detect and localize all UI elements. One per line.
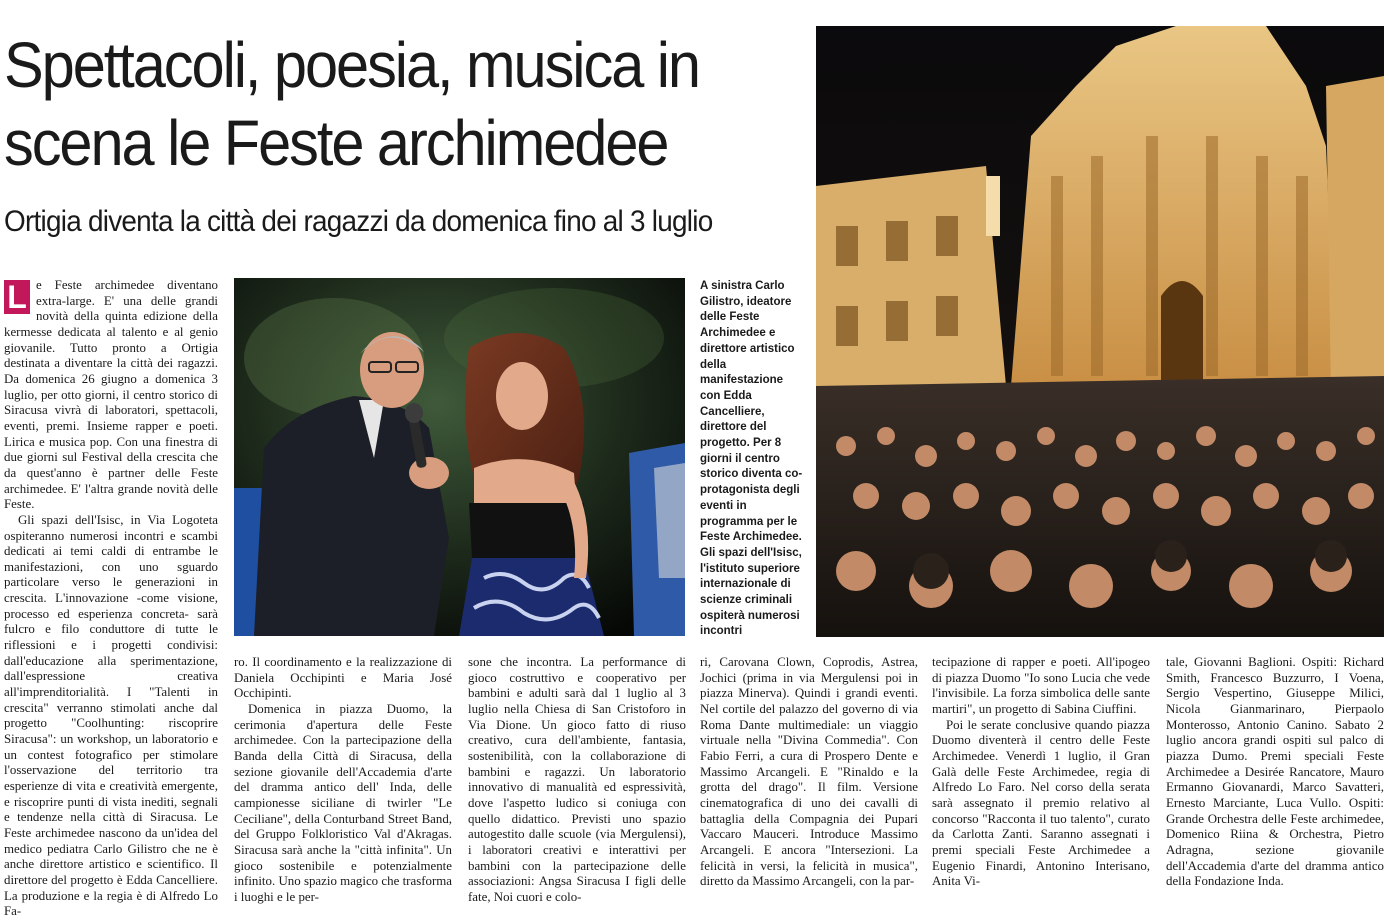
article-paragraph: Gli spazi dell'Isisc, in Via Logoteta ospiteranno numerosi incontri e scambi dedicati ai temi caldi di entrambe le manifestazioni, con uno sguardo particolare verso le generazioni in crescita. L'innovazione -come visione, processo ed esperienza concreta- sarà fulcro e filo conduttore di tutte le riflessioni e i progetti condivisi: dall'educazione alla sperimentazione, dall'espressione creativa all'imprenditorialità. I "Talenti in crescita" verranno stimolati anche dal progetto "Coolhunting: riscoprire Siracusa": un workshop, un laboratorio e un contest fotografico per stimolare l'osservazione del territorio tra esperienze di vita e creatività emergente, e riscoprire punti di vista inediti, segnali e tendenze nella città di Siracusa. Le Feste archimedee nascono da un'idea del medico pediatra Carlo Gilistro che ne è anche direttore artistico e scientifico. Il direttore del progetto è Edda Cancelliere. La produzione e la regia è di Alfredo Lo Fa-: [4, 512, 218, 919]
article-paragraph: tecipazione di rapper e poeti. All'ipogeo di piazza Duomo "Io sono Lucia che vede l'invisibile. La forza simbolica delle sante martiri", un progetto di Sabina Ciuffini.: [932, 655, 1150, 716]
article-column-1: [4, 278, 218, 920]
subheadline: Ortigia diventa la città dei ragazzi da domenica fino al 3 luglio: [4, 205, 713, 238]
article-paragraph: L e Feste archimedee diventano extra-large. E' una delle grandi novità della quinta edizione della kermesse dedicata al talento e al genio giovanile. Tutto pronto a Ortigia destinata a diventare la città dei ragazzi. Da domenica 26 giugno a domenica 3 luglio, per otto giorni, il centro storico di Siracusa vivrà di laboratori, spettacoli, eventi, premi. Insieme rapper e poeti. Lirica e musica pop. Con una finestra di due giorni sul Festival della crescita che da quest'anno è partner delle Feste archimedee. E' l'altra grande novità delle Feste.: [4, 278, 218, 512]
article-paragraph: Domenica in piazza Duomo, la cerimonia d'apertura delle Feste archimedee. Con la partecipazione della Banda della Città di Siracusa, della sezione giovanile dell'Accademia d'arte del dramma antico dell' Inda, delle campionesse siciliane di twirler "Le Ceciliane", della Conturband Street Band, del Gruppo Folkloristico Val d'Akragas. Siracusa sarà anche la "città infinita". Un gioco sostenibile e potenzialmente infinito. Uno spazio magico che trasforma i luoghi e le per-: [234, 701, 452, 904]
article-column-6: [1166, 655, 1384, 890]
photo-gilistro-cancelliere: [234, 278, 685, 636]
article-column-5: [932, 655, 1150, 890]
photo-caption: A sinistra Carlo Gilistro, ideatore delle Feste Archimedee e direttore artistico della manifestazione con Edda Cancelliere, direttore del progetto. Per 8 giorni il centro storico diventa co-protagonista degli eventi in programma per le Feste Archimedee. Gli spazi dell'Isisc, l'istituto superiore internazionale di scienze criminali ospiterà numerosi incontri: [700, 280, 803, 638]
photo-piazza-duomo: [816, 26, 1384, 637]
article-paragraph: Poi le serate conclusive quando piazza Duomo diventerà il centro delle Feste Archimedee. Venerdì 1 luglio, il Gran Galà delle Feste Archimedee, regia di Alfredo Lo Faro. Nel corso della serata sarà assegnato il premio relativo al concorso "Racconta il tuo talento", curato da Carlotta Zanti. Saranno assegnati i premi speciali Feste Archimedee a Eugenio Finardi, Antonino Interisano, Anita Vi-: [932, 717, 1150, 889]
article-paragraph: sone che incontra. La performance di gioco costruttivo e cooperativo per bambini e adulti sarà dal 1 luglio al 3 luglio nella Chiesa di San Cristoforo in Via Dione. Un gioco fatto di riuso creativo, cura dell'ambiente, fantasia, sostenibilità, con la collaborazione di bambini e ragazzi. Un laboratorio innovativo di manualità ed espressività, dove l'aspetto ludico si coniuga con quello didattico. Previsti uno spazio autogestito dalle scuole (via Mergulensi), i laboratori creativi e interattivi per bambini con la partecipazione delle associazioni: Angsa Siracusa I figli delle fate, Noi cuori e colo-: [468, 655, 686, 904]
article-column-2: [234, 655, 452, 906]
article-column-3: [468, 655, 686, 906]
article-paragraph: ri, Carovana Clown, Coprodis, Astrea, Jochici (prima in via Mergulensi poi in piazza Minerva). Quindi i grandi eventi. Nel cortile del palazzo del governo di via Roma Dante multimediale: un viaggio virtuale nella "Divina Commedia". Con Fabio Ferri, a cura di Prospero Dente e Massimo Arcangeli. E "Rinaldo e la grotta del drago". Il film. Versione cinematografica di uno dei cavalli di battaglia della Compagnia dei Pupari Vaccaro Mauceri. Introduce Massimo Arcangeli. E ancora "Intersezioni. La felicità in versi, la felicità in musica", diretto da Massimo Arcangeli, con la par-: [700, 655, 918, 889]
article-column-4: [700, 655, 918, 890]
article-paragraph: tale, Giovanni Baglioni. Ospiti: Richard Smith, Francesco Buzzurro, I Voena, Sergio Vespertino, Giuseppe Milici, Nicola Gianmarinaro, Pierpaolo Monterosso, Antonio Canino. Sabato 2 luglio ancora grandi ospiti sul palco di piazza Dumo. Premi speciali Feste Archimedee a Desirée Rancatore, Mauro Ermanno Giovanardi, Marco Savatteri, Ernesto Marciante, Luca Vullo. Ospiti: Grande Orchestra delle Feste archimedee, Domenico Riina & Orchestra, Pietro Adragna, sezione giovanile dell'Accademia d'arte del dramma antico della Fondazione Inda.: [1166, 655, 1384, 889]
headline: Spettacoli, poesia, musica in scena le Feste archimedee: [4, 29, 699, 179]
article-paragraph: ro. Il coordinamento e la realizzazione di Daniela Occhipinti e Maria José Occhipinti.: [234, 655, 452, 701]
dropcap: L: [4, 280, 30, 314]
